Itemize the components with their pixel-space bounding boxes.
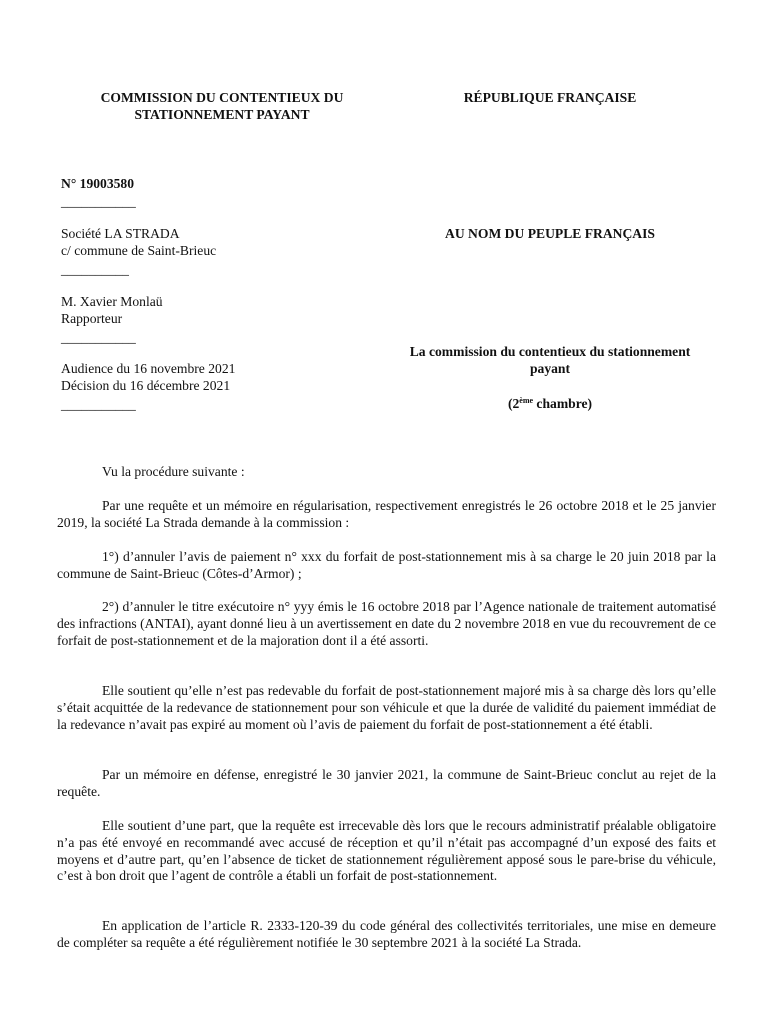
body-paragraph: Par une requête et un mémoire en régularisation, respectivement enregistrés le 26 octobre 2018 et le 25 janvier 2019, la société La Strada demande à la commission : xyxy=(57,498,716,530)
commission-header-line1: COMMISSION DU CONTENTIEUX DU xyxy=(100,90,344,105)
commission-title-line2: payant xyxy=(529,360,571,376)
republic-header: RÉPUBLIQUE FRANÇAISE xyxy=(463,90,637,105)
commission-header-line2: STATIONNEMENT PAYANT xyxy=(134,106,310,122)
hearing-date: Audience du 16 novembre 2021 xyxy=(61,361,236,376)
separator: ___________ xyxy=(61,330,136,345)
rapporteur xyxy=(61,294,163,328)
commission-title-line1: La commission du contentieux du stationnement xyxy=(409,344,691,359)
party-respondent: c/ commune de Saint-Brieuc xyxy=(61,242,217,258)
case-number: N° 19003580 xyxy=(61,176,135,191)
separator: ___________ xyxy=(61,194,136,209)
body-paragraph: Par un mémoire en défense, enregistré le 30 janvier 2021, la commune de Saint-Brieuc conclut au rejet de la requête. xyxy=(57,767,716,799)
rapporteur-role: Rapporteur xyxy=(61,310,123,326)
decision-date: Décision du 16 décembre 2021 xyxy=(61,377,231,393)
chamber xyxy=(380,396,720,413)
body-paragraph: 1°) d’annuler l’avis de paiement n° xxx du forfait de post-stationnement mis à sa charge le 20 juin 2018 par la commune de Saint-Brieuc (Côtes-d’Armor) ; xyxy=(57,549,716,581)
chamber-open: (2 xyxy=(507,396,520,411)
body-paragraph: Elle soutient qu’elle n’est pas redevable du forfait de post-stationnement majoré mis à sa charge dès lors qu’elle s’était acquittée de la redevance de stationnement pour son véhicule et que la durée de validité du paiement immédiat de la redevance n’avait pas expiré au moment où l’avis de paiement du forfait de post-stationnement a été établi. xyxy=(57,683,716,732)
body-paragraph: En application de l’article R. 2333-120-39 du code général des collectivités territoriales, une mise en demeure de compléter sa requête a été régulièrement notifiée le 30 septembre 2021 à la société La Strada. xyxy=(57,918,716,950)
separator: ___________ xyxy=(61,397,136,412)
body-paragraph: 2°) d’annuler le titre exécutoire n° yyy émis le 16 octobre 2018 par l’Agence nationale de traitement automatisé des infractions (ANTAI), ayant donné lieu à un avertissement en date du 2 novembre 2018 en vue du recouvrement de ce forfait de post-stationnement et de la majoration dont il a été assorti. xyxy=(57,599,716,648)
commission-title xyxy=(380,344,720,378)
body-paragraph: Elle soutient d’une part, que la requête est irrecevable dès lors que le recours administratif préalable obligatoire n’a pas été envoyé en recommandé avec accusé de réception et qu’il n’était pas accompagné d’un exposé des faits et moyens et d’autre part, qu’en l’absence de ticket de stationnement régulièrement apposé sous le pare-brise du véhicule, c’est à bon droit que l’agent de contrôle a établi un forfait de post-stationnement. xyxy=(57,818,716,884)
rapporteur-name: M. Xavier Monlaü xyxy=(61,294,163,309)
procedure-intro: Vu la procédure suivante : xyxy=(102,464,245,479)
chamber-ordinal: ème xyxy=(519,396,534,405)
commission-header xyxy=(62,90,382,124)
party-applicant: Société LA STRADA xyxy=(61,226,180,241)
separator: __________ xyxy=(61,262,129,277)
people-heading: AU NOM DU PEUPLE FRANÇAIS xyxy=(445,226,655,241)
parties xyxy=(61,226,216,260)
chamber-close: chambre) xyxy=(533,396,593,411)
dates xyxy=(61,361,235,395)
